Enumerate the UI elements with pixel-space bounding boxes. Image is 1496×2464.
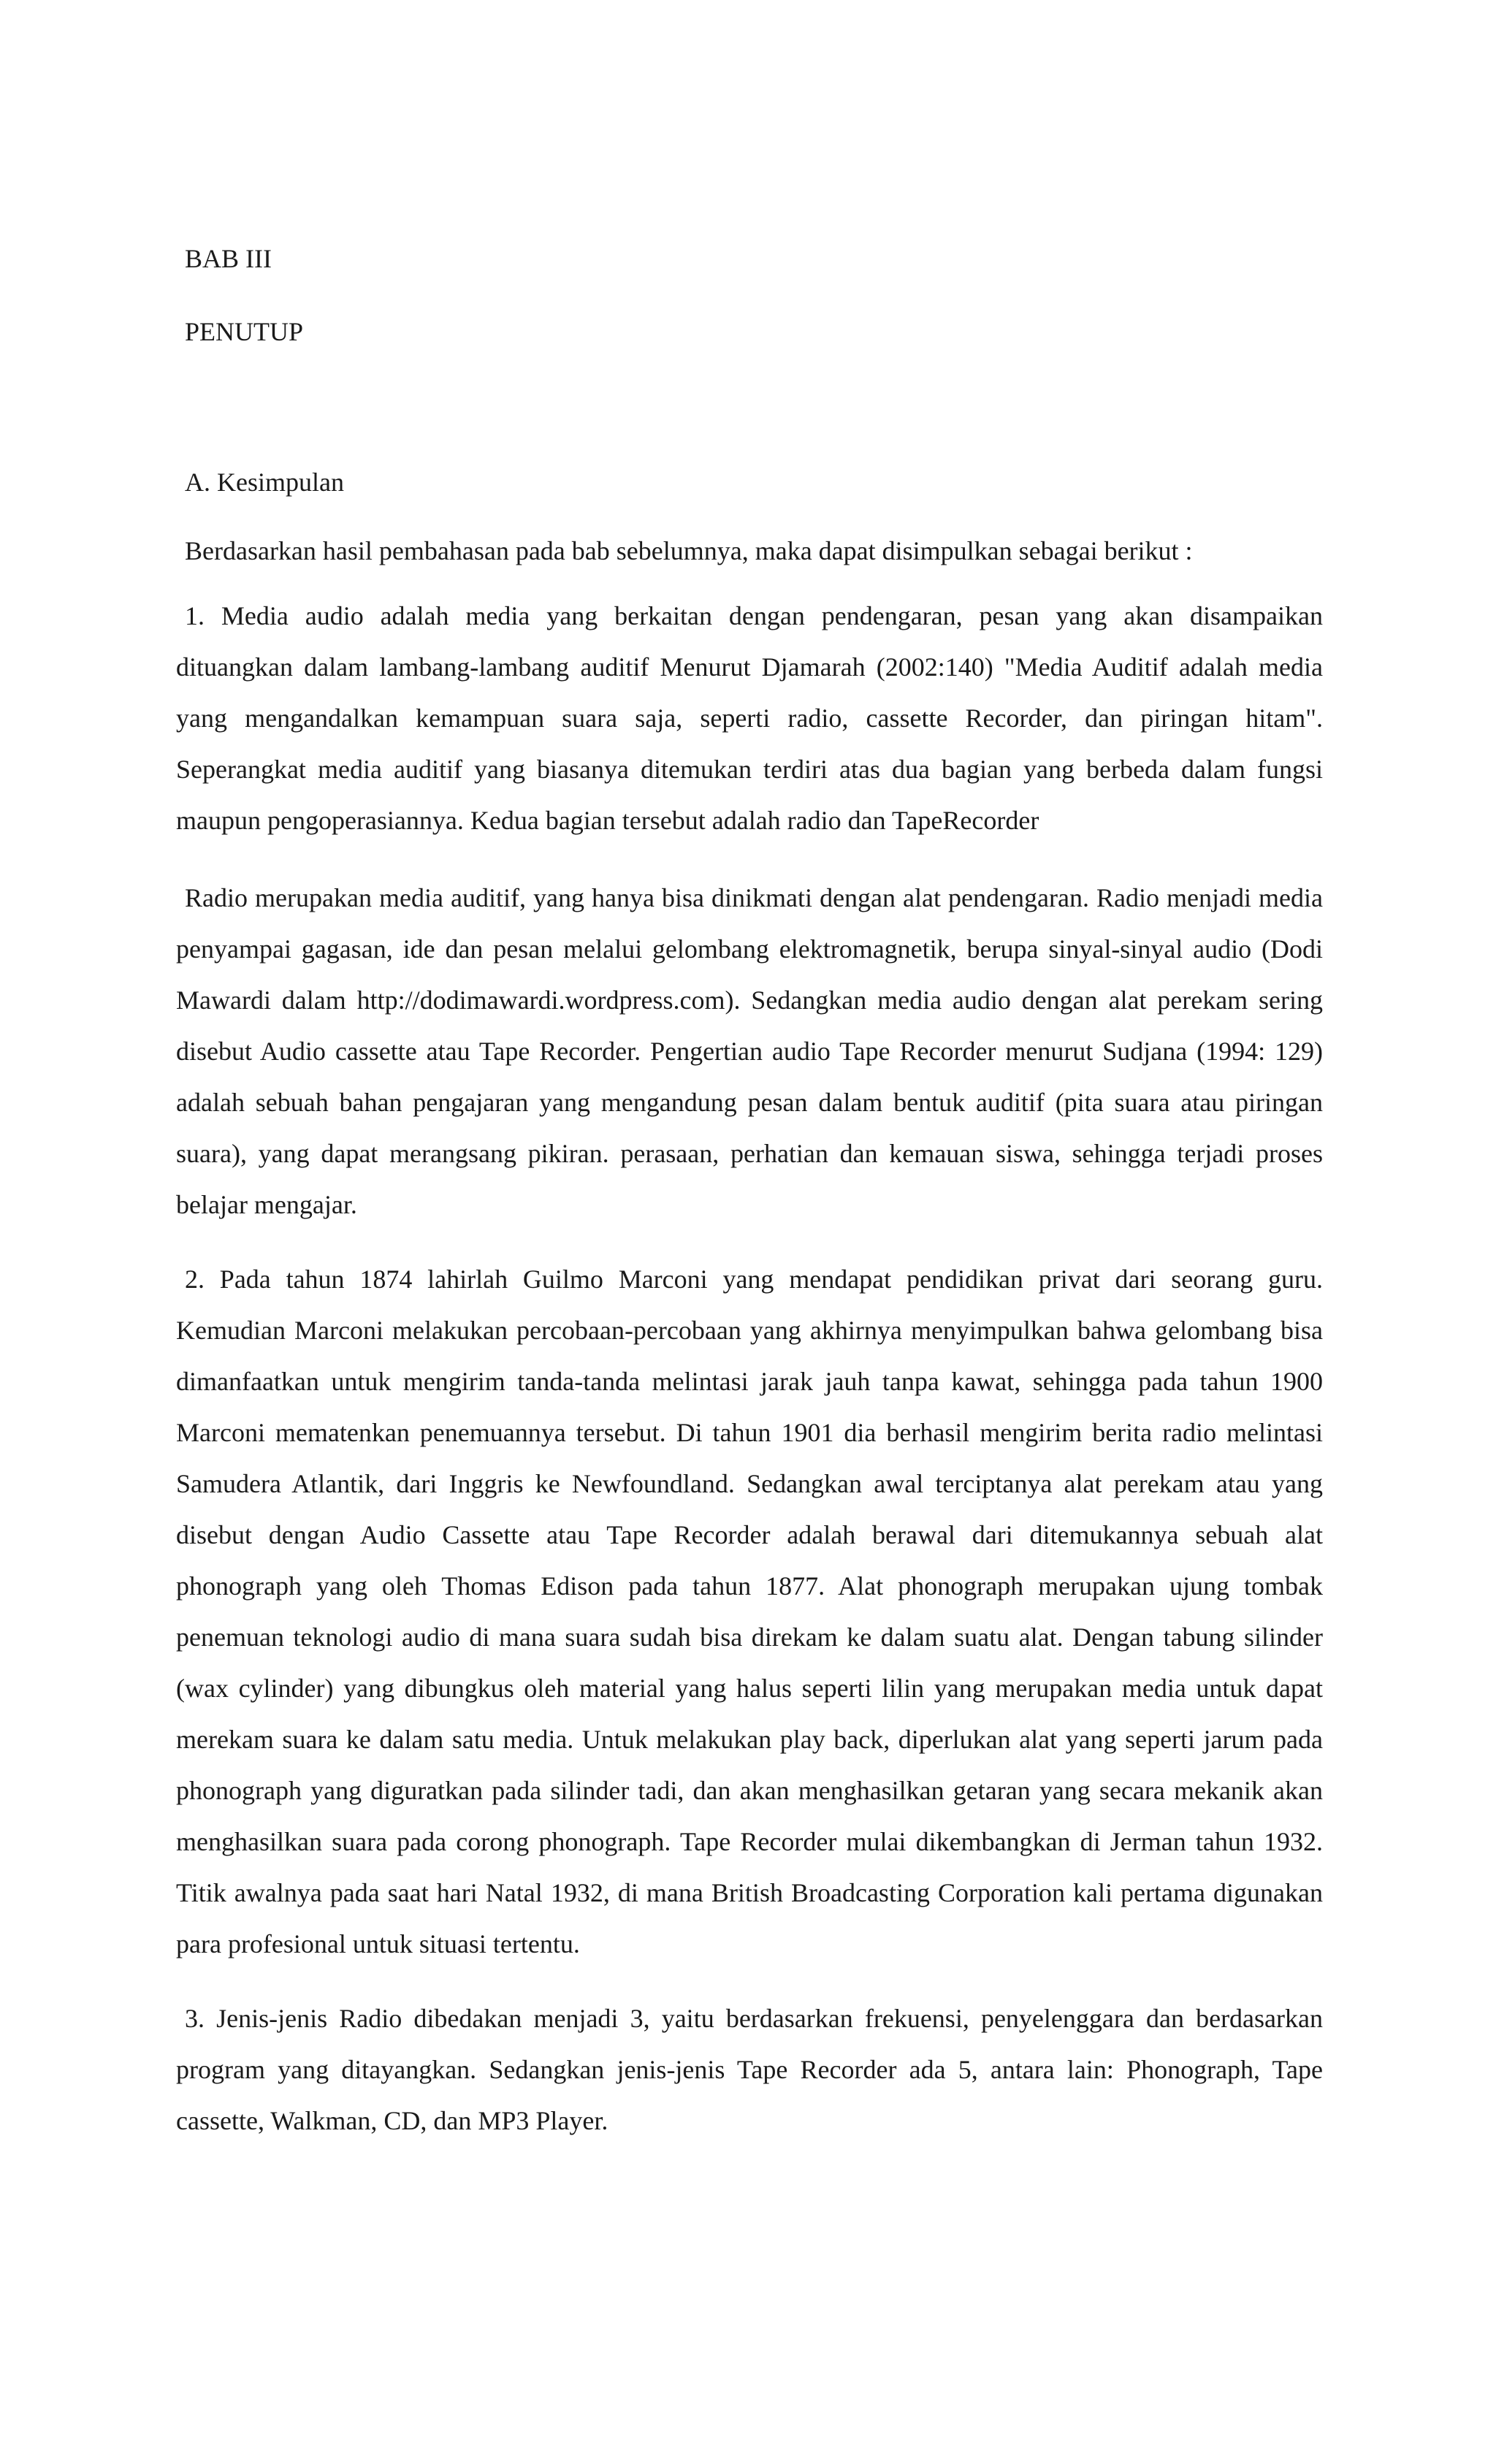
paragraph-types: 3. Jenis-jenis Radio dibedakan menjadi 3, yaitu berdasarkan frekuensi, penyelenggara dan berdasarkan program yang ditayangkan. Sedangkan jenis-jenis Tape Recorder ada 5, antara lain: Phonograph, Tape cassette, Walkman, CD, dan MP3 Player. (176, 2004, 1323, 2135)
intro-paragraph: Berdasarkan hasil pembahasan pada bab sebelumnya, maka dapat disimpulkan sebagai berikut : (185, 536, 1193, 565)
chapter-number: BAB III (185, 244, 272, 273)
document-body (176, 240, 1323, 2146)
section-title: A. Kesimpulan (185, 468, 344, 497)
paragraph-radio: Radio merupakan media auditif, yang hanya bisa dinikmati dengan alat pendengaran. Radio menjadi media penyampai gagasan, ide dan pesan melalui gelombang elektromagnetik, berupa sinyal-sinyal audio (Dodi Mawardi dalam http://dodimawardi.wordpress.com). Sedangkan media audio dengan alat perekam sering disebut Audio cassette atau Tape Recorder. Pengertian audio Tape Recorder menurut Sudjana (1994: 129) adalah sebuah bahan pengajaran yang mengandung pesan dalam bentuk auditif (pita suara atau piringan suara), yang dapat merangsang pikiran. perasaan, perhatian dan kemauan siswa, sehingga terjadi proses belajar mengajar. (176, 883, 1323, 1219)
chapter-title: PENUTUP (185, 317, 304, 346)
paragraph-history: 2. Pada tahun 1874 lahirlah Guilmo Marconi yang mendapat pendidikan privat dari seorang guru. Kemudian Marconi melakukan percobaan-percobaan yang akhirnya menyimpulkan bahwa gelombang bisa dimanfaatkan untuk mengirim tanda-tanda melintasi jarak jauh tanpa kawat, sehingga pada tahun 1900 Marconi mematenkan penemuannya tersebut. Di tahun 1901 dia berhasil mengirim berita radio melintasi Samudera Atlantik, dari Inggris ke Newfoundland. Sedangkan awal terciptanya alat perekam atau yang disebut dengan Audio Cassette atau Tape Recorder adalah berawal dari ditemukannya sebuah alat phonograph yang oleh Thomas Edison pada tahun 1877. Alat phonograph merupakan ujung tombak penemuan teknologi audio di mana suara sudah bisa direkam ke dalam suatu alat. Dengan tabung silinder (wax cylinder) yang dibungkus oleh material yang halus seperti lilin yang merupakan media untuk dapat merekam suara ke dalam satu media. Untuk melakukan play back, diperlukan alat yang seperti jarum pada phonograph yang diguratkan pada silinder tadi, dan akan menghasilkan getaran yang secara mekanik akan menghasilkan suara pada corong phonograph. Tape Recorder mulai dikembangkan di Jerman tahun 1932. Titik awalnya pada saat hari Natal 1932, di mana British Broadcasting Corporation kali pertama digunakan para profesional untuk situasi tertentu. (176, 1265, 1323, 1958)
paragraph-media-audio: 1. Media audio adalah media yang berkaitan dengan pendengaran, pesan yang akan disampaikan dituangkan dalam lambang-lambang auditif Menurut Djamarah (2002:140) "Media Auditif adalah media yang mengandalkan kemampuan suara saja, seperti radio, cassette Recorder, dan piringan hitam". Seperangkat media auditif yang biasanya ditemukan terdiri atas dua bagian yang berbeda dalam fungsi maupun pengoperasiannya. Kedua bagian tersebut adalah radio dan TapeRecorder (176, 601, 1323, 835)
